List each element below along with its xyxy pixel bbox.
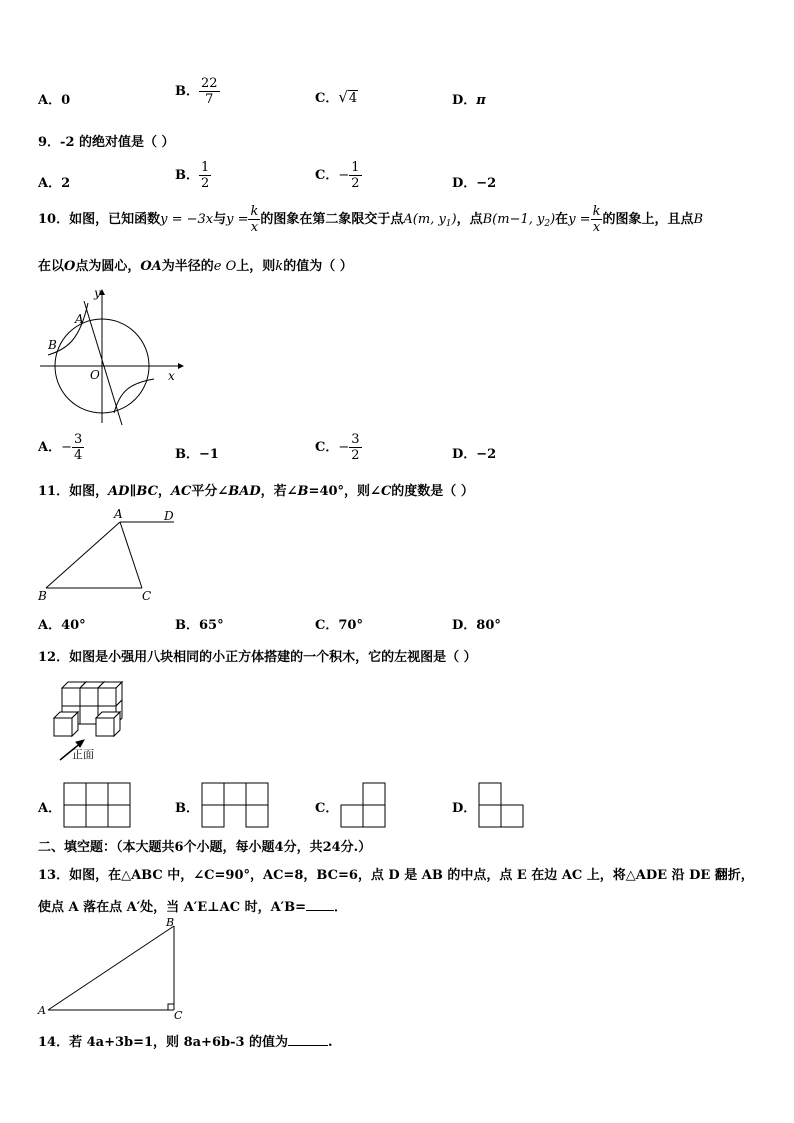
q10-text-6: 的图象上，且点 <box>602 212 694 227</box>
q10-eq3-lhs: y = <box>568 212 591 227</box>
q11-label-B: B <box>38 589 47 603</box>
q10-line2-text-4: 上，则 <box>236 259 276 274</box>
q10-line1 <box>38 204 703 235</box>
q10-x: x <box>250 220 259 235</box>
q8-option-b-fraction <box>199 76 220 107</box>
q10-line2-text-5: 的值为（ ） <box>283 259 353 274</box>
q10-figure <box>38 283 198 433</box>
q11-AC: AC <box>170 484 192 499</box>
view-square <box>341 805 363 827</box>
q11-option-d: D．80° <box>452 618 501 633</box>
q12-option-d: D． <box>452 801 477 816</box>
view-square <box>479 783 501 805</box>
view-square <box>202 805 224 827</box>
q10-x-2: x <box>592 220 601 235</box>
q10-label-O: O <box>90 368 100 382</box>
q12-cube <box>98 682 122 706</box>
q10-eq2-fraction <box>248 204 260 235</box>
q11-option-a: A．40° <box>38 618 86 633</box>
q11-text-5: =40°，则∠ <box>308 484 381 499</box>
q11-text-6: 的度数是（ ） <box>391 484 474 499</box>
q10-a-denominator: 4 <box>74 448 83 463</box>
q10-line2-text-1: 在以 <box>38 259 65 274</box>
q9-option-c <box>315 160 362 191</box>
q13-line2-text: 使点 A 落在点 A′处，当 A′E⊥AC 时，A′B= <box>38 900 306 915</box>
q9-option-b-fraction <box>199 160 211 191</box>
q12-stem: 12．如图是小强用八块相同的小正方体搭建的一个积木，它的左视图是（ ） <box>38 650 477 665</box>
q9-option-c-label: C． <box>315 168 339 183</box>
view-square <box>246 805 268 827</box>
q13-segment-AB <box>48 926 174 1010</box>
view-square <box>108 805 130 827</box>
q9-c-denominator: 2 <box>351 176 360 191</box>
q13-label-C: C <box>174 1009 183 1022</box>
q13-line2 <box>38 896 347 915</box>
q10-label-B: B <box>48 338 57 352</box>
q10-text-4: ，点 <box>456 212 483 227</box>
q11-BAD: BAD <box>228 484 261 499</box>
q10-text-1: 10．如图，已知函数 <box>38 212 161 227</box>
q10-c-sign: − <box>338 440 350 455</box>
q11-text-2: ， <box>157 484 171 499</box>
q11-label-C: C <box>142 589 152 603</box>
q11-C: C <box>380 484 392 499</box>
q12-option-a-view <box>64 783 130 827</box>
q10-k: k <box>250 204 259 219</box>
q10-close-1: ) <box>451 212 457 227</box>
view-square <box>501 805 523 827</box>
q11-figure <box>38 508 188 603</box>
view-square <box>86 783 108 805</box>
q11-label-D: D <box>164 509 174 523</box>
x-axis-arrow-icon <box>178 363 184 369</box>
q14-answer-blank <box>288 1045 328 1046</box>
view-square <box>363 783 385 805</box>
q10-hyperbola-branch-4 <box>114 379 154 413</box>
q9-option-c-fraction <box>349 160 361 191</box>
q10-line2 <box>38 255 353 274</box>
q14-end: . <box>328 1035 333 1050</box>
q10-eq3-fraction <box>591 204 603 235</box>
q10-option-a <box>38 432 84 463</box>
view-square <box>224 783 246 805</box>
q10-text-5: 在 <box>555 212 569 227</box>
view-square <box>363 805 385 827</box>
q11-segment-AB <box>46 522 120 588</box>
q10-c-denominator: 2 <box>351 448 360 463</box>
q10-circle-symbol: e O <box>213 259 237 274</box>
q10-a-sign: − <box>61 440 72 455</box>
q9-option-b-label: B． <box>175 168 199 183</box>
q8-option-a: A．0 <box>38 93 71 108</box>
q11-parallel: AD∥BC <box>108 484 158 499</box>
view-square <box>202 783 224 805</box>
q12-front-label: 正面 <box>72 748 94 761</box>
q9-c-numerator: 1 <box>351 160 360 175</box>
q10-point-b-tail: B <box>693 212 704 227</box>
q10-option-c-fraction <box>349 432 361 463</box>
q14-text: 14．若 4a+3b=1，则 8a+6b-3 的值为 <box>38 1035 289 1050</box>
q8-d-value: π <box>476 93 486 108</box>
q12-option-a: A． <box>38 801 62 816</box>
q8-option-b-label: B． <box>175 84 199 99</box>
q11-option-c: C．70° <box>315 618 363 633</box>
q9-option-b <box>175 160 211 191</box>
q8-option-d <box>452 89 486 108</box>
section-2-heading: 二、填空题：（本大题共6个小题，每小题4分，共24分.） <box>38 840 372 855</box>
q13-label-B: B <box>166 916 175 929</box>
q11-option-b: B．65° <box>175 618 224 633</box>
q8-option-c <box>315 87 358 106</box>
q13-label-A: A <box>38 1004 46 1017</box>
q11-text-3: 平分∠ <box>191 484 229 499</box>
q12-cube <box>96 712 120 736</box>
q8-option-d-label: D． <box>452 93 477 108</box>
q10-OA: OA <box>140 259 162 274</box>
q11-text-4: ，若∠ <box>260 484 298 499</box>
q8-b-denominator: 7 <box>205 92 214 107</box>
q10-option-c <box>315 432 362 463</box>
q11-stem <box>38 480 474 499</box>
q10-k-2: k <box>592 204 601 219</box>
q11-B: B <box>297 484 309 499</box>
q11-segment-AC <box>120 522 142 588</box>
q12-option-d-view <box>479 783 523 827</box>
q10-point-b: B(m−1, y <box>482 212 545 227</box>
q12-option-b: B． <box>175 801 199 816</box>
q10-option-b: B．−1 <box>175 447 219 462</box>
q14-stem <box>38 1031 333 1050</box>
q10-k-var: k <box>275 259 284 274</box>
q9-stem: 9．-2 的绝对值是（ ） <box>38 135 175 150</box>
q8-c-radicand: 4 <box>348 91 358 106</box>
q12-cube <box>80 706 98 724</box>
q10-eq2-lhs: y = <box>226 212 249 227</box>
q9-option-a: A．2 <box>38 176 71 191</box>
q8-option-c-label: C． <box>315 91 339 106</box>
q9-b-denominator: 2 <box>201 176 210 191</box>
q10-label-x: x <box>168 369 175 383</box>
q12-option-c-view <box>341 783 385 827</box>
q10-option-c-label: C． <box>315 440 339 455</box>
q10-label-y: y <box>94 286 101 300</box>
q10-c-numerator: 3 <box>351 432 360 447</box>
q9-c-sign: − <box>338 168 350 183</box>
q8-b-numerator: 22 <box>201 76 218 91</box>
q12-option-c: C． <box>315 801 339 816</box>
q11-label-A: A <box>114 507 123 521</box>
q10-sub2: 2 <box>544 219 551 229</box>
q13-line2-end: ． <box>333 900 347 915</box>
q9-b-numerator: 1 <box>201 160 210 175</box>
q11-text-1: 11．如图， <box>38 484 109 499</box>
q10-option-a-fraction <box>72 432 84 463</box>
q12-option-b-view <box>202 783 268 827</box>
q9-option-d: D．−2 <box>452 176 497 191</box>
q10-eq1: y = −3x <box>160 212 214 227</box>
q13-line1: 13．如图，在△ABC 中，∠C=90°，AC=8，BC=6，点 D 是 AB 的中点，点 E 在边 AC 上，将△ADE 沿 DE 翻折， <box>38 868 754 883</box>
q10-point-a: A(m, y <box>403 212 446 227</box>
q13-answer-blank <box>306 910 334 911</box>
q10-line2-text-2: 点为圆心， <box>75 259 141 274</box>
q10-a-numerator: 3 <box>74 432 83 447</box>
q12-figure <box>42 676 152 776</box>
q10-sub1: 1 <box>445 219 452 229</box>
q10-option-a-label: A． <box>38 440 62 455</box>
q13-figure <box>36 916 186 1022</box>
q8-option-b <box>175 76 220 107</box>
sqrt-symbol: √ <box>338 88 348 106</box>
q10-close-2: ) <box>550 212 556 227</box>
view-square <box>64 783 86 805</box>
view-square <box>86 805 108 827</box>
view-square <box>64 805 86 827</box>
q10-label-A: A <box>75 312 84 326</box>
q10-text-3: 的图象在第二象限交于点 <box>260 212 404 227</box>
view-square <box>479 805 501 827</box>
q12-cube <box>54 712 78 736</box>
q10-text-2: 与 <box>213 212 227 227</box>
view-square <box>108 783 130 805</box>
q10-line2-text-3: 为半径的 <box>161 259 214 274</box>
view-square <box>246 783 268 805</box>
q10-O: O <box>64 259 76 274</box>
q10-option-d: D．−2 <box>452 447 497 462</box>
